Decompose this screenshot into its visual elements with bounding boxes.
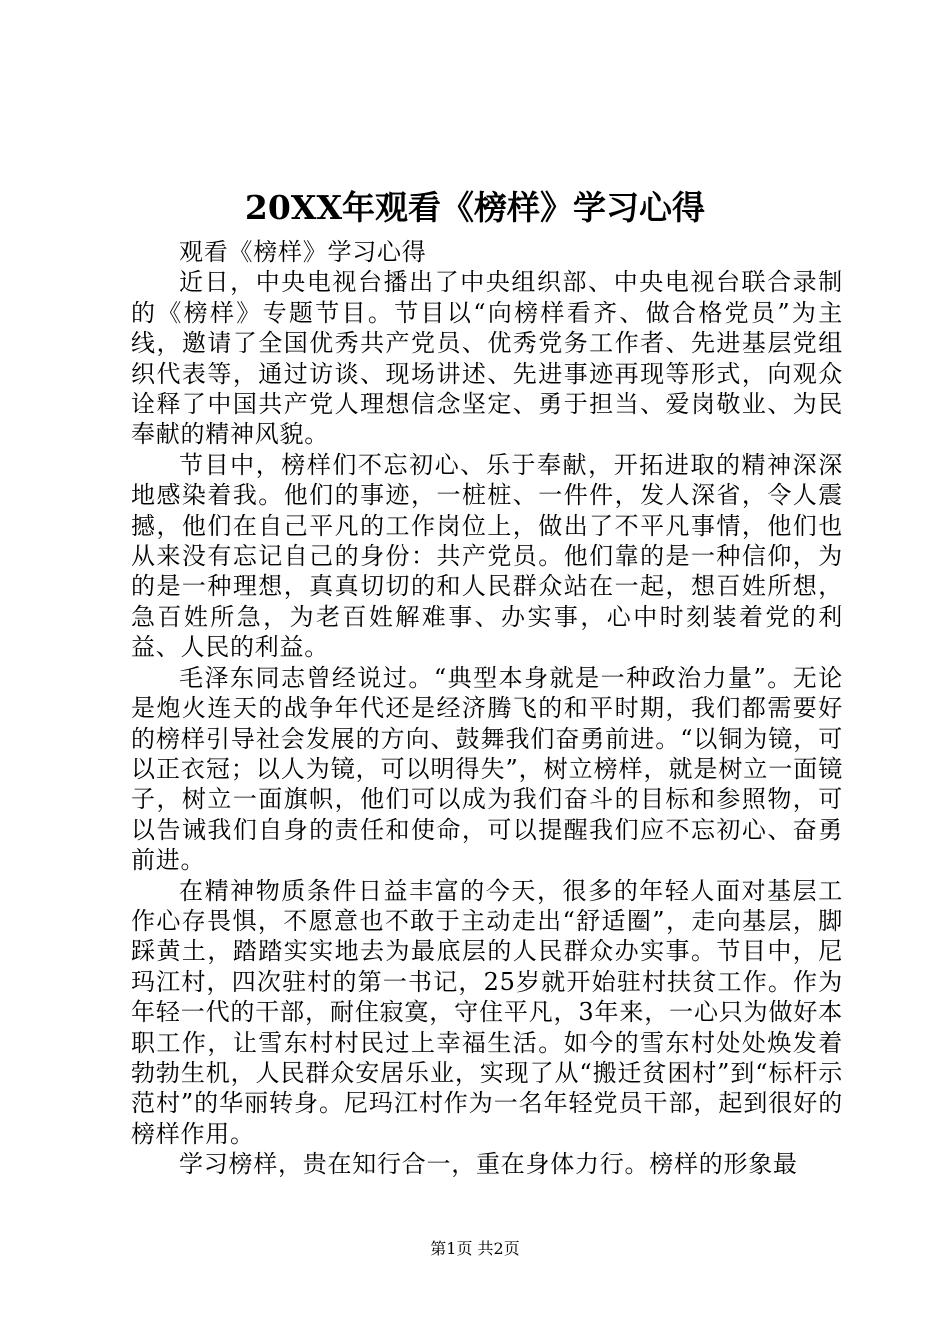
paragraph: 在精神物质条件日益丰富的今天，很多的年轻人面对基层工作心存畏惧，不愿意也不敢于主动走出“舒适圈”，走向基层，脚踩黄土，踏踏实实地去为最底层的人民群众办实事。节目中，尼玛江村，四次驻村的第一书记，25岁就开始驻村扶贫工作。作为年轻一代的干部，耐住寂寞，守住平凡，3年来，一心只为做好本职工作，让雪东村村民过上幸福生活。如今的雪东村处处焕发着勃勃生机，人民群众安居乐业，实现了从“搬迁贫困村”到“标杆示范村”的华丽转身。尼玛江村作为一名年轻党员干部，起到很好的榜样作用。 <box>131 876 843 1148</box>
paragraph-subtitle: 观看《榜样》学习心得 <box>179 238 427 266</box>
document-body <box>131 237 843 1180</box>
paragraph: 学习榜样，贵在知行合一，重在身体力行。榜样的形象最 <box>179 1150 798 1179</box>
paragraph: 近日，中央电视台播出了中央组织部、中央电视台联合录制的《榜样》专题节目。节目以“向榜样看齐、做合格党员”为主线，邀请了全国优秀共产党员、优秀党务工作者、先进基层党组织代表等，通过访谈、现场讲述、先进事迹再现等形式，向观众诠释了中国共产党人理想信念坚定、勇于担当、爱岗敬业、为民奉献的精神风貌。 <box>131 268 843 449</box>
paragraph: 毛泽东同志曾经说过。“典型本身就是一种政治力量”。无论是炮火连天的战争年代还是经济腾飞的和平时期，我们都需要好的榜样引导社会发展的方向、鼓舞我们奋勇前进。“以铜为镜，可以正衣冠；以人为镜，可以明得失”，树立榜样，就是树立一面镜子，树立一面旗帜，他们可以成为我们奋斗的目标和参照物，可以告诫我们自身的责任和使命，可以提醒我们应不忘初心、奋勇前进。 <box>131 663 843 875</box>
document-title: 20XX年观看《榜样》学习心得 <box>244 188 706 227</box>
page-footer: 第1页 共2页 <box>430 1239 520 1258</box>
paragraph: 节目中，榜样们不忘初心、乐于奉献，开拓进取的精神深深地感染着我。他们的事迹，一桩桩、一件件，发人深省，令人震撼，他们在自己平凡的工作岗位上，做出了不平凡事情，他们也从来没有忘记自己的身份：共产党员。他们靠的是一种信仰，为的是一种理想，真真切切的和人民群众站在一起，想百姓所想，急百姓所急，为老百姓解难事、办实事，心中时刻装着党的利益、人民的利益。 <box>131 450 843 662</box>
